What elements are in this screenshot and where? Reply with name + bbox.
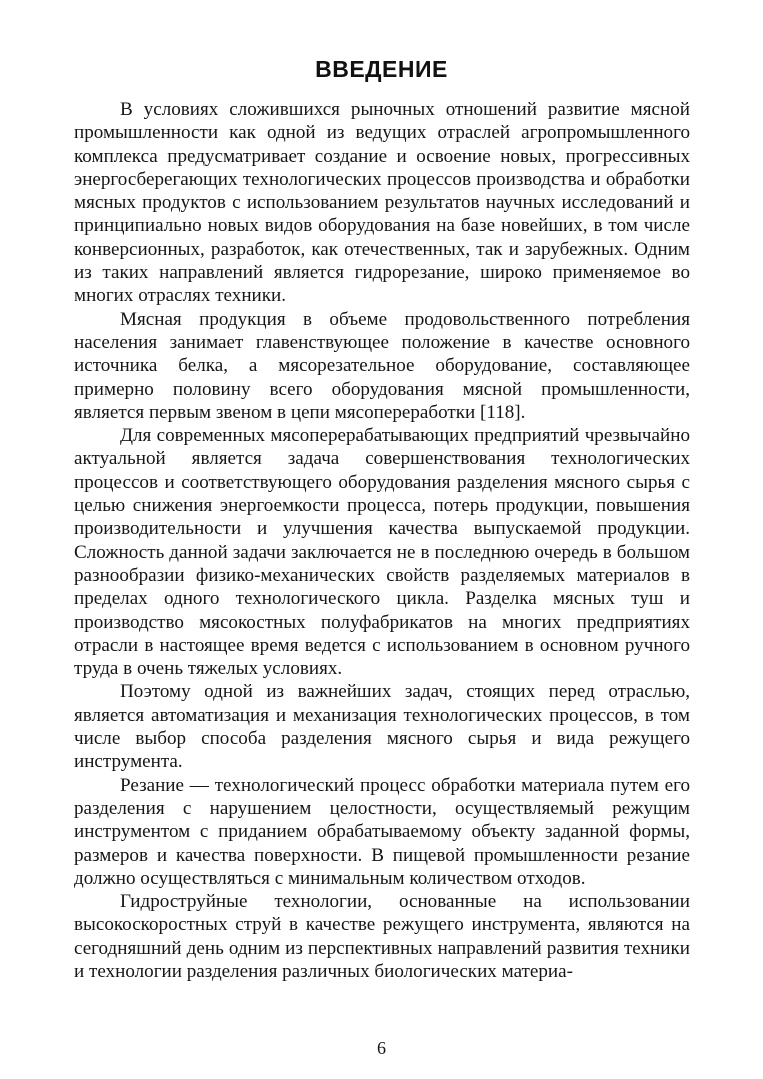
- paragraph-2: Мясная продукция в объеме продовольственного потребления населения занимает главенствующее положение в качестве основного источника белка, а мясорезательное оборудование, составляющее примерно половину всего оборудования мясной промышленности, является первым звеном в цепи мясопереработки [118].: [74, 308, 690, 423]
- paragraph-1: В условиях сложившихся рыночных отношений развитие мясной промышленности как одной из ведущих отраслей агропромышленного комплекса предусматривает создание и освоение новых, прогрессивных энергосберегающих технологических процессов производства и обработки мясных продуктов с использованием результатов научных исследований и принципиально новых видов оборудования на базе новейших, в том числе конверсионных, разработок, как отечественных, так и зарубежных. Одним из таких направлений является гидрорезание, широко применяемое во многих отраслях техники.: [74, 99, 690, 307]
- paragraph-6: Гидроструйные технологии, основанные на использовании высокоскоростных струй в качестве режущего инструмента, являются на сегодняшний день одним из перспективных направлений развития техники и технологии разделения различных биологических материа-: [74, 891, 690, 982]
- paragraph-4: Поэтому одной из важнейших задач, стоящих перед отраслью, является автоматизация и механизация технологических процессов, в том числе выбор способа разделения мясного сырья и вида режущего инструмента.: [74, 681, 690, 773]
- page-number: 6: [377, 1038, 386, 1058]
- page-title: ВВЕДЕНИЕ: [315, 56, 448, 82]
- paragraph-5: Резание — технологический процесс обработки материала путем его разделения с нарушением целостности, осуществляемый режущим инструментом с приданием обрабатываемому объекту заданной формы, размеров и качества поверхности. В пищевой промышленности резание должно осуществляться с минимальным количеством отходов.: [74, 774, 690, 889]
- body-text: [74, 98, 690, 983]
- paragraph-3: Для современных мясоперерабатывающих предприятий чрезвычайно актуальной является задача совершенствования технологических процессов и соответствующего оборудования разделения мясного сырья с целью снижения энергоемкости процесса, потерь продукции, повышения производительности и улучшения качества выпускаемой продукции. Сложность данной задачи заключается не в последнюю очередь в большом разнообразии физико-механических свойств разделяемых материалов в пределах одного технологического цикла. Разделка мясных туш и производство мясокостных полуфабрикатов на многих предприятиях отрасли в настоящее время ведется с использованием в основном ручного труда в очень тяжелых условиях.: [74, 425, 690, 680]
